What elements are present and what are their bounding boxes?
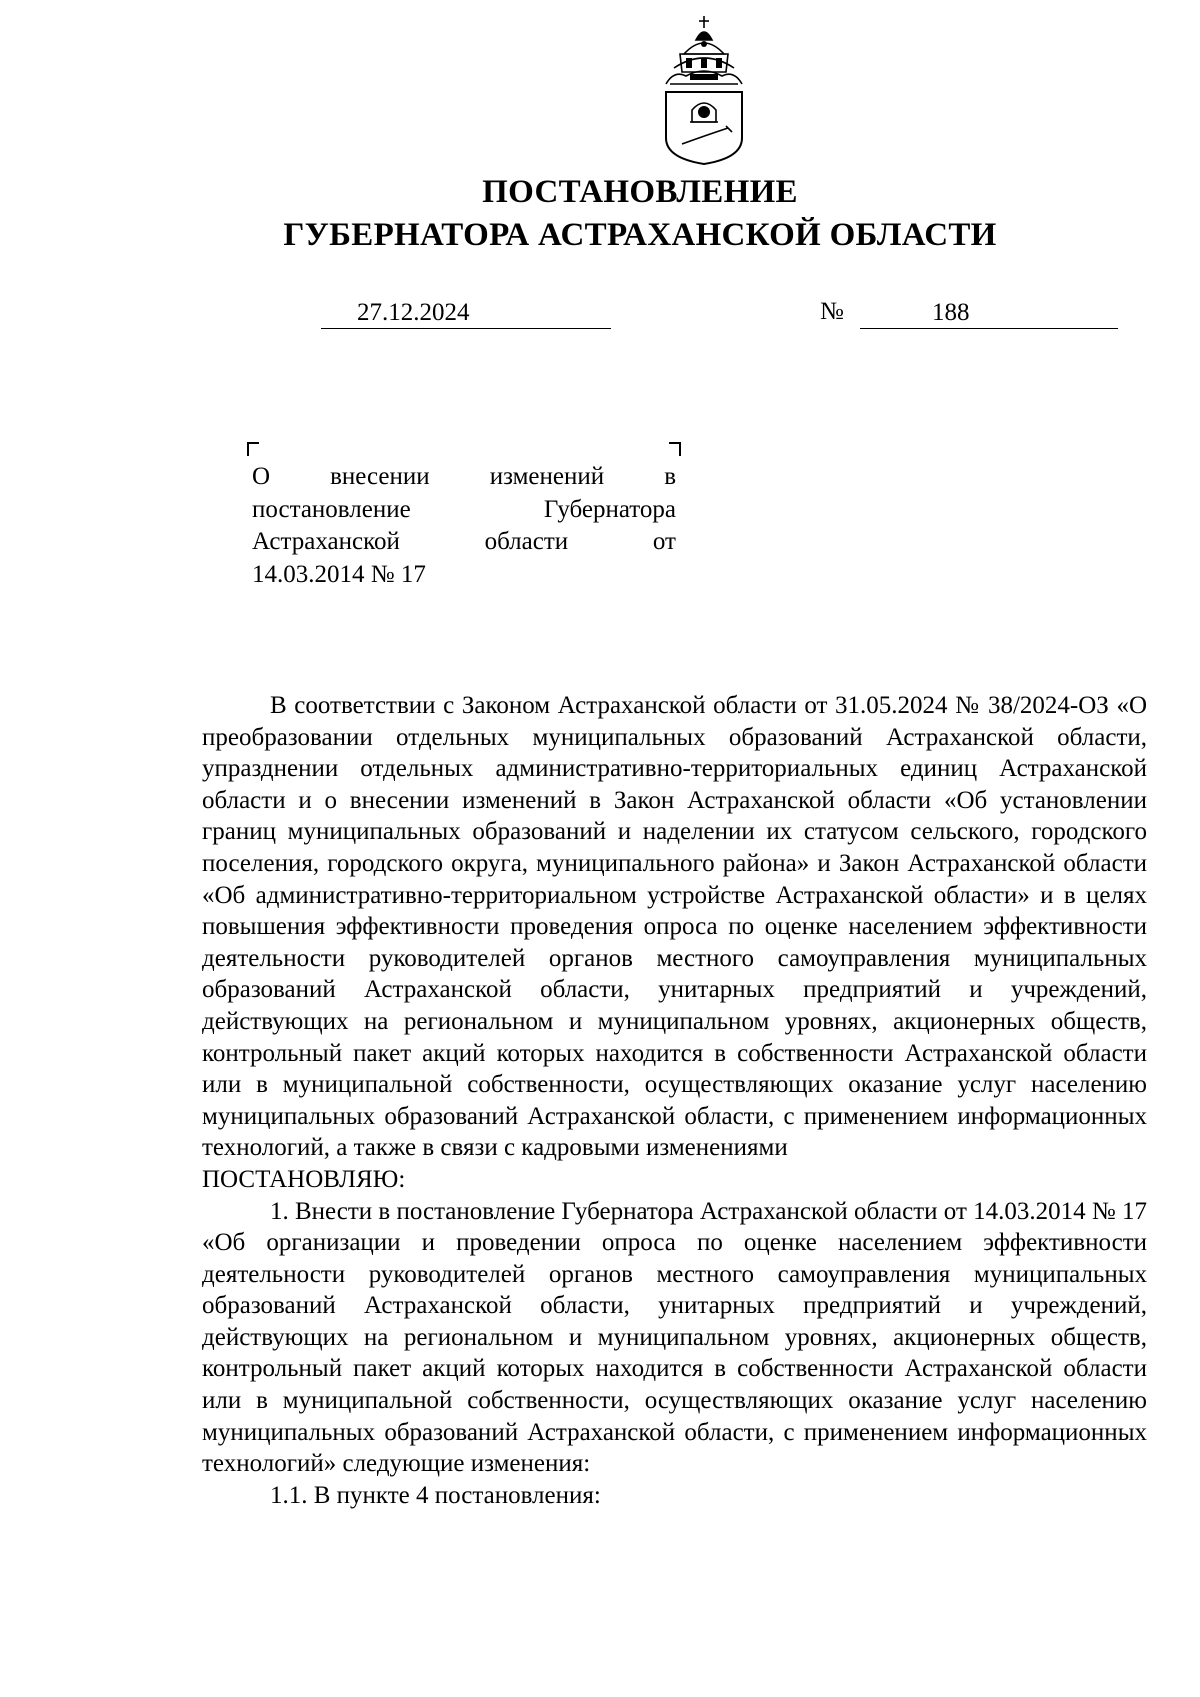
document-number: 188	[860, 297, 1118, 329]
document-title: ПОСТАНОВЛЕНИЕ	[482, 174, 798, 210]
document-subject	[252, 461, 676, 591]
preamble-paragraph: В соответствии с Законом Астраханской области от 31.05.2024 № 38/2024-ОЗ «О преобразовании отдельных муниципальных образований Астраханской области, упразднении отдельных административно-территориальных единиц Астраханской области и о внесении изменений в Закон Астраханской области «Об установлении границ муниципальных образований и наделении их статусом сельского, городского поселения, городского округа, муниципального района» и Закон Астраханской области «Об административно-территориальном устройстве Астраханской области» и в целях повышения эффективности проведения опроса по оценке населением эффективности деятельности руководителей органов местного самоуправления муниципальных образований Астраханской области, унитарных предприятий и учреждений, действующих на региональном и муниципальном уровнях, акционерных обществ, контрольный пакет акций которых находится в собственности Астраханской области или в муниципальной собственности, осуществляющих оказание услуг населению муниципальных образований Астраханской области, с применением информационных технологий, а также в связи с кадровыми изменениями	[202, 692, 1147, 1162]
subject-line: Астраханской области от	[252, 528, 676, 555]
item-1-paragraph: 1. Внести в постановление Губернатора Астраханской области от 14.03.2014 № 17 «Об организации и проведении опроса по оценке населением эффективности деятельности руководителей органов местного самоуправления муниципальных образований Астраханской области, унитарных предприятий и учреждений, действующих на региональном и муниципальном уровнях, акционерных обществ, контрольный пакет акций которых находится в собственности Астраханской области или в муниципальной собственности, осуществляющих оказание услуг населению муниципальных образований Астраханской области, с применением информационных технологий» следующие изменения:	[202, 1197, 1147, 1478]
document-issuer: ГУБЕРНАТОРА АСТРАХАНСКОЙ ОБЛАСТИ	[283, 217, 997, 253]
subject-line: О внесении изменений в	[252, 463, 676, 490]
subject-corner-mark	[247, 442, 259, 456]
item-1-1-paragraph: 1.1. В пункте 4 постановления:	[270, 1481, 601, 1509]
document-date: 27.12.2024	[321, 297, 611, 329]
number-label: №	[820, 298, 844, 325]
coat-of-arms-icon	[660, 14, 748, 166]
resolve-word: ПОСТАНОВЛЯЮ:	[202, 1165, 406, 1193]
subject-line: постановление Губернатора	[252, 495, 676, 523]
document-body	[202, 690, 1147, 1511]
subject-corner-mark	[669, 442, 681, 456]
subject-line: 14.03.2014 № 17	[252, 560, 426, 588]
